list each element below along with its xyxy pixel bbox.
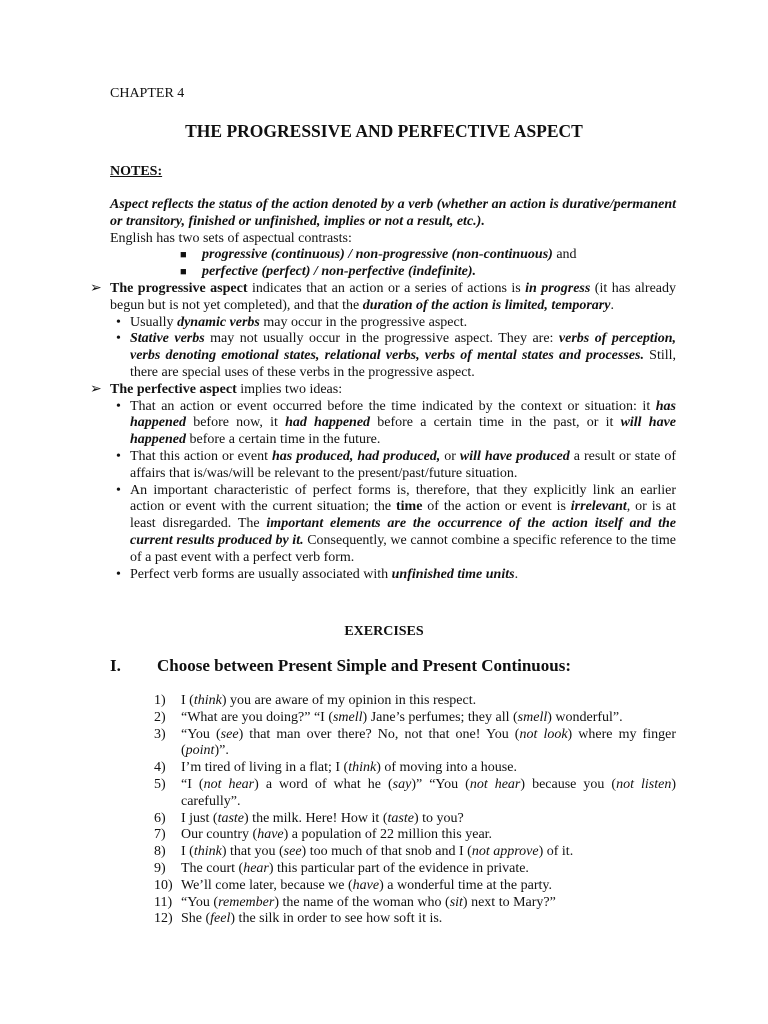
contrast-perfective-text: perfective (perfect) / non-perfective (indefinite). [202, 264, 477, 280]
perfect-forms-characteristic [110, 483, 676, 567]
exercise-item [154, 693, 676, 710]
emphasis-run: time [395, 499, 423, 515]
emphasis-run: had happened [285, 415, 371, 431]
stative-verbs-item [110, 331, 676, 381]
sentence-text: ) because you ( [520, 776, 617, 792]
sentence-text: “You ( [181, 726, 221, 742]
exercise-item [154, 878, 676, 895]
text-run: before a certain time in the past, or it [370, 415, 621, 431]
text-run: of the action or event is [422, 499, 571, 515]
verb-prompt: think [193, 844, 222, 860]
sentence-text: )”. [214, 743, 229, 759]
text-run: indicates that an action or a series of actions is [247, 280, 526, 296]
intro-paragraph: Aspect reflects the status of the action denoted by a verb (whether an action is durative/permanent or transitory, finished or unfinished, implies or not a result, etc.). [110, 197, 676, 229]
sentence-text: ) a wonderful time at the party. [379, 877, 552, 893]
section-number: I. [110, 656, 121, 675]
exercise-item [154, 777, 676, 811]
text-run: may occur in the progressive aspect. [259, 314, 468, 330]
exercise-number: 8) [154, 844, 166, 860]
sentence-text: ) the silk in order to see how soft it is. [230, 911, 443, 927]
text-run: Consequently, we cannot combine a specific reference to the time of a past event with a perfect verb form. [130, 532, 676, 565]
sentence-text: Our country ( [181, 827, 258, 843]
text-run: or [440, 448, 460, 464]
text-run: That this action or event [130, 448, 272, 464]
sentence-text: ) you are aware of my opinion in this respect. [221, 693, 477, 708]
verb-prompt: remember [218, 894, 275, 910]
arrow-bullet-icon: ➢ [90, 381, 102, 397]
sentence-text: ) the name of the woman who ( [274, 894, 450, 910]
verb-prompt: not hear [469, 776, 521, 792]
dot-bullet-icon: • [116, 448, 121, 464]
verb-prompt: smell [517, 709, 548, 725]
text-run: , or is at least disregarded. The [130, 499, 677, 532]
verb-prompt: think [193, 693, 222, 708]
square-bullet-icon: ■ [180, 249, 187, 262]
sentence-text: I ( [181, 693, 194, 708]
sentence-text: ) wonderful”. [547, 709, 623, 725]
text-run: Still, there are special uses of these verbs in the progressive aspect. [130, 348, 676, 380]
text-run: may not usually occur in the progressive aspect. They are: [204, 331, 559, 347]
emphasis-run: will have produced [459, 448, 570, 464]
text-run: a result or state of affairs that is/was/will be relevant to the present/past/future situation. [130, 448, 676, 481]
sentence-text: ) carefully”. [181, 776, 676, 809]
verb-prompt: have [352, 877, 380, 893]
exercise-number: 5) [154, 776, 166, 792]
text-run: . [514, 566, 519, 582]
exercise-item [154, 844, 676, 861]
text-run: . [610, 297, 614, 313]
square-bullet-icon: ■ [180, 266, 187, 279]
sentence-text: ) next to Mary?” [462, 894, 556, 910]
contrast-item-progressive [110, 247, 676, 264]
sentence-text: I’m tired of living in a flat; I ( [181, 760, 349, 776]
unfinished-time-units-item [110, 567, 676, 584]
emphasis-run: has produced, had produced, [271, 448, 441, 464]
verb-prompt: point [185, 743, 215, 759]
text-run: before a certain time in the future. [186, 432, 381, 448]
sentence-text: ) that man over there? No, not that one! You ( [238, 726, 520, 742]
contrasts-line: English has two sets of aspectual contrasts: [110, 230, 352, 246]
verb-prompt: think [348, 760, 377, 776]
sentence-text: ) Jane’s perfumes; they all ( [362, 709, 518, 725]
emphasis-run: duration of the action is limited, temporary [362, 297, 611, 313]
verb-prompt: see [283, 844, 302, 860]
exercise-item [154, 760, 676, 777]
exercise-section-title [110, 656, 571, 676]
emphasis-run: will have happened [130, 415, 676, 448]
text-run: That an action or event occurred before the time indicated by the context or situation: it [130, 398, 656, 414]
exercise-number: 4) [154, 760, 166, 776]
verb-prompt: taste [217, 810, 245, 826]
text-run: before now, it [186, 415, 286, 431]
dot-bullet-icon: • [116, 331, 121, 347]
text-run: (it has already begun but is not yet completed), and that the [110, 280, 677, 313]
exercise-item [154, 861, 676, 878]
notes-body [90, 197, 677, 583]
sentence-text: ) a population of 22 million this year. [283, 827, 493, 843]
emphasis-run: unfinished time units [391, 566, 515, 582]
emphasis-run: in progress [525, 280, 591, 296]
exercise-number: 6) [154, 810, 166, 826]
exercise-number: 12) [154, 911, 173, 927]
exercise-number: 2) [154, 709, 166, 725]
exercise-item [154, 710, 676, 727]
verb-prompt: not approve [471, 844, 539, 860]
perfective-aspect-paragraph [90, 382, 676, 399]
text-run: An important characteristic of perfect forms is, therefore, that they explicitly link an earlier action or event with the current situation; the [130, 482, 676, 515]
emphasis-run: irrelevant [570, 499, 627, 515]
section-instruction: Choose between Present Simple and Present Continuous: [157, 656, 571, 675]
text-run: Perfect verb forms are usually associated with [130, 566, 392, 582]
dot-bullet-icon: • [116, 314, 121, 330]
sentence-text: )” “You ( [411, 776, 470, 792]
exercise-item [154, 827, 676, 844]
exercise-list [154, 693, 676, 928]
emphasis-run: verbs of perception, verbs denoting emotional states, relational verbs, verbs of mental states and processes. [130, 331, 676, 364]
verb-prompt: see [220, 726, 239, 742]
dot-bullet-icon: • [116, 566, 121, 582]
exercise-item [154, 895, 676, 912]
sentence-text: ) a word of what he ( [254, 776, 393, 792]
sentence-text: ) too much of that snob and I ( [301, 844, 472, 860]
sentence-text: ) the milk. Here! How it ( [244, 810, 388, 826]
exercise-number: 3) [154, 726, 166, 742]
arrow-bullet-icon: ➢ [90, 280, 102, 296]
sentence-text: I ( [181, 844, 194, 860]
exercise-number: 7) [154, 827, 166, 843]
exercises-heading: EXERCISES [344, 624, 424, 639]
exercise-number: 10) [154, 877, 173, 893]
sentence-text: “You ( [181, 894, 219, 910]
sentence-text: “I ( [181, 776, 204, 792]
dot-bullet-icon: • [116, 482, 121, 498]
contrast-and-text: and [552, 247, 577, 263]
verb-prompt: say [392, 776, 412, 792]
perfective-idea-2 [110, 449, 676, 483]
verb-prompt: not look [519, 726, 568, 742]
verb-prompt: feel [210, 911, 231, 927]
sentence-text: I just ( [181, 810, 218, 826]
sentence-text: The court ( [181, 860, 244, 876]
exercise-item [154, 911, 676, 928]
perfective-idea-1 [110, 399, 676, 449]
exercise-number: 11) [154, 894, 173, 910]
text-run: Usually [130, 314, 178, 330]
dynamic-verbs-item [110, 315, 676, 332]
chapter-label: CHAPTER 4 [110, 86, 185, 101]
verb-prompt: sit [449, 894, 463, 910]
verb-prompt: taste [387, 810, 414, 826]
sentence-text: ) this particular part of the evidence in private. [268, 860, 529, 876]
verb-prompt: smell [332, 709, 363, 725]
contrast-item-perfective [110, 264, 676, 281]
exercise-number: 1) [154, 693, 166, 708]
verb-prompt: have [257, 827, 284, 843]
sentence-text: ) of it. [538, 844, 574, 860]
emphasis-run: dynamic verbs [177, 314, 260, 330]
sentence-text: ) that you ( [221, 844, 284, 860]
emphasis-run: Stative verbs [130, 331, 205, 347]
verb-prompt: hear [243, 860, 269, 876]
dot-bullet-icon: • [116, 398, 121, 414]
sentence-text: ) where my finger ( [181, 726, 676, 759]
perfective-aspect-heading: The perfective aspect [110, 381, 237, 397]
progressive-aspect-heading: The progressive aspect [110, 280, 248, 296]
verb-prompt: not listen [616, 776, 672, 792]
sentence-text: ) to you? [413, 810, 464, 826]
verb-prompt: not hear [203, 776, 255, 792]
sentence-text: “What are you doing?” “I ( [181, 709, 333, 725]
progressive-aspect-paragraph [90, 281, 676, 315]
exercise-item [154, 727, 676, 761]
notes-label: NOTES: [110, 164, 163, 179]
sentence-text: She ( [181, 911, 211, 927]
contrast-progressive-text: progressive (continuous) / non-progressive (non-continuous) [202, 247, 553, 263]
sentence-text: ) of moving into a house. [376, 760, 517, 776]
page-title: THE PROGRESSIVE AND PERFECTIVE ASPECT [185, 121, 583, 141]
exercise-number: 9) [154, 860, 166, 876]
emphasis-run: has happened [130, 398, 676, 431]
emphasis-run: important elements are the occurrence of the action itself and the current results produced by it. [130, 516, 676, 548]
exercise-item [154, 811, 676, 828]
sentence-text: We’ll come later, because we ( [181, 877, 353, 893]
text-run: implies two ideas: [236, 381, 343, 397]
